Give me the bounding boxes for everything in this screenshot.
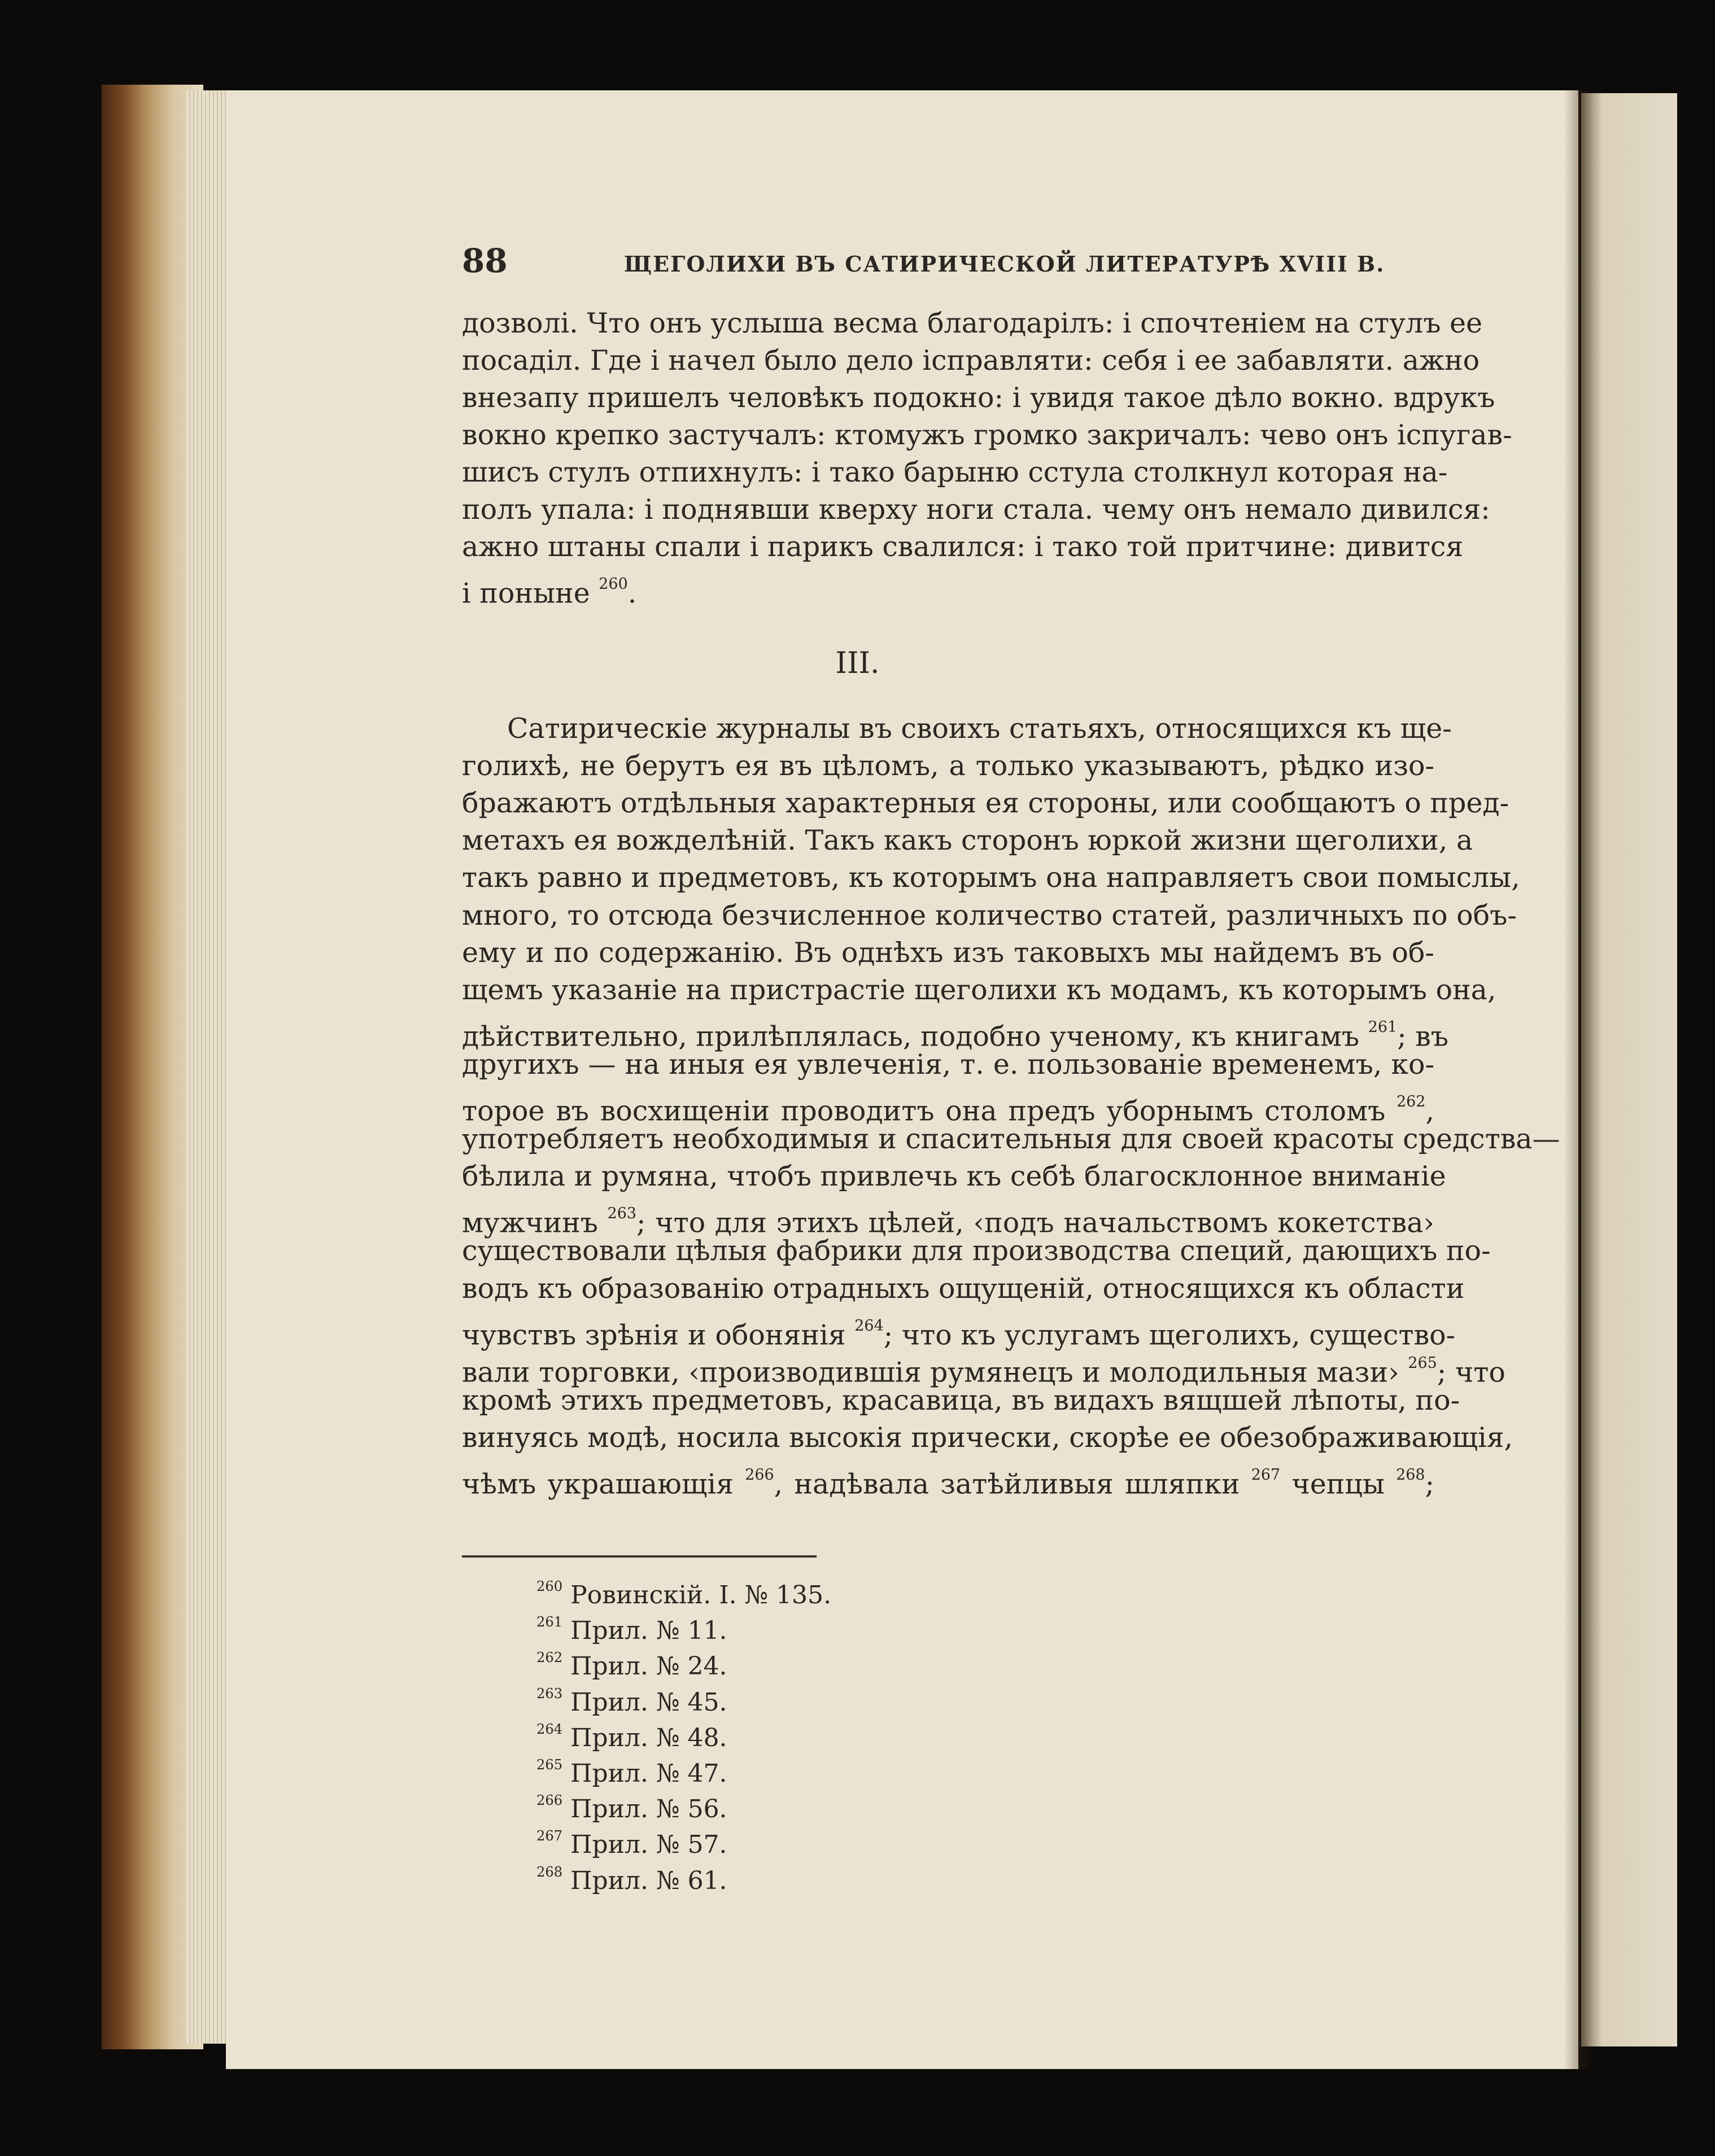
footnote-text: Прил. № 56. [562,1794,727,1823]
footnote-number: 260 [536,1578,563,1594]
text-line [462,973,1496,1007]
footnote-ref: 265 [1408,1354,1437,1372]
footnote-number: 265 [536,1757,563,1773]
footnote-number: 268 [536,1864,563,1880]
footnote-ref: 266 [745,1466,774,1484]
text-line: внезапу пришелъ человѣкъ подокно: і увидя такое дѣло вокно. вдрукъ [462,382,1495,414]
line-text: ; что къ услугамъ щеголихъ, существо- [883,1318,1456,1351]
line-text: ему и по содержанію. Въ однѣхъ изъ таковыхъ мы найдемъ въ об- [462,936,1434,969]
footnote-ref: 268 [1396,1466,1425,1484]
text-line: вокно крепко застучалъ: ктомужъ громко закричалъ: чево онъ іспугав- [462,419,1512,451]
line-text: винуясь модѣ, носила высокія прически, скорѣе ее обезображивающія, [462,1421,1513,1454]
line-text: і понынe [462,577,599,610]
book-gutter [1564,90,1592,2069]
line-text: мужчинъ [462,1206,608,1239]
footnote-number: 261 [536,1614,563,1630]
facing-page-edge [1581,93,1677,2046]
line-text: чувствъ зрѣнія и обонянія [462,1318,855,1351]
footnote-number: 267 [536,1828,563,1844]
line-text: чепцы [1280,1468,1397,1501]
footnote-text: Прил. № 11. [562,1616,727,1645]
text-line [462,1421,1513,1455]
text-line [462,1346,1505,1389]
text-line: полъ упала: і поднявши кверху ноги стала. чему онъ немало дивился: [462,493,1490,526]
line-text: , надѣвала затѣйливыя шляпки [774,1468,1251,1501]
footnote-text: Ровинскій. I. № 135. [562,1580,832,1610]
text-line [462,861,1520,895]
footnote-number: 266 [536,1792,563,1809]
text-line [462,1048,1434,1082]
footnote [536,1856,727,1897]
footnote-ref: 262 [1397,1093,1426,1110]
footnote-text: Прил. № 24. [562,1652,727,1681]
text-line: ажно штаны спали і парикъ свалился: і тако той притчине: дивится [462,531,1464,563]
line-text: торое въ восхищеніи проводитъ она предъ уборнымъ столомъ [462,1095,1397,1127]
text-line: дозволі. Что онъ услыша весма благодарілъ: і спочтеніем на стулъ ее [462,307,1482,339]
footnote [536,1820,727,1861]
page-stack-edge [186,90,232,2044]
text-line [462,749,1434,783]
footnote-ref: 263 [607,1205,637,1223]
footnote-number: 263 [536,1685,563,1702]
line-text: Сатирическіе журналы въ своихъ статьяхъ, относящихся къ ще- [507,712,1452,745]
text-line: посаділ. Где і начел было дело ісправляти: себя і ее забавляти. ажно [462,344,1480,377]
line-text: бѣлила и румяна, чтобъ привлечь къ себѣ благосклонное вниманіе [462,1160,1446,1193]
section-heading: III. [835,646,880,680]
text-line [462,1011,1448,1053]
running-header: ЩЕГОЛИХИ ВЪ САТИРИЧЕСКОЙ ЛИТЕРАТУРѢ XVIII В. [624,251,1385,277]
footnote-text: Прил. № 61. [562,1866,727,1895]
line-text: много, то отсюда безчисленное количество статей, различныхъ по объ- [462,899,1517,932]
text-line [462,1122,1560,1156]
footnote-text: Прил. № 48. [562,1723,727,1752]
text-line [462,899,1517,933]
text-line [462,824,1473,858]
footnote [536,1713,727,1754]
text-line [462,1384,1460,1418]
text-line [462,567,1434,610]
line-text: бражаютъ отдѣльныя характерныя ея стороны, или сообщаютъ о пред- [462,787,1509,820]
text-line [462,1272,1465,1306]
page-number: 88 [462,242,508,280]
text-line [462,1234,1491,1268]
footnote [536,1571,831,1611]
footnote-ref: 260 [599,575,628,593]
line-text: ; въ [1397,1020,1448,1053]
line-text: , [1425,1095,1434,1127]
footnote-ref: 261 [1368,1018,1398,1036]
footnote [536,1785,727,1825]
line-text: ; что [1437,1355,1505,1388]
text-line [462,786,1509,820]
text-line [462,1309,1456,1352]
line-text: употребляетъ необходимыя и спасительныя для своей красоты средства— [462,1123,1560,1156]
footnote-text: Прил. № 45. [562,1687,727,1717]
line-text: существовали цѣлыя фабрики для производства специй, дающихъ по- [462,1235,1491,1267]
text-line [462,1085,1434,1128]
line-text: голихѣ, не берутъ ея въ цѣломъ, а только указываютъ, рѣдко изо- [462,750,1434,782]
footnote-number: 262 [536,1650,563,1666]
text-line: шисъ стулъ отпихнулъ: і тако барыню сстула столкнул которая на- [462,456,1448,488]
line-text: водъ къ образованію отрадныхъ ощущеній, относящихся къ области [462,1272,1465,1305]
line-text: ; что для этихъ цѣлей, ‹подъ начальствомъ кокетства› [636,1206,1435,1239]
text-line [462,936,1434,970]
line-text: вали торговки, ‹производившія румянецъ и молодильныя мази› [462,1355,1408,1388]
text-line [462,1160,1446,1193]
footnote-ref: 267 [1251,1466,1281,1484]
footnote [536,1642,727,1682]
footnote [536,1678,727,1718]
footnote-ref: 264 [854,1317,884,1335]
footnote-text: Прил. № 57. [562,1830,727,1860]
text-line [507,712,1452,746]
line-text: дѣйствительно, прилѣплялась, подобно ученому, къ книгамъ [462,1020,1368,1053]
line-text: кромѣ этихъ предметовъ, красавица, въ видахъ вящшей лѣпоты, по- [462,1384,1460,1416]
footnote-text: Прил. № 47. [562,1759,727,1788]
line-text: такъ равно и предметовъ, къ которымъ она направляетъ свои помыслы, [462,861,1520,894]
line-text: чѣмъ украшающія [462,1468,745,1501]
footnote [536,1749,727,1790]
footnote [536,1606,727,1647]
line-text: . [627,577,637,610]
footnote-rule [462,1555,817,1558]
footnote-number: 264 [536,1721,563,1737]
line-text: ; [1425,1468,1434,1501]
text-line [462,1197,1434,1240]
line-text: щемъ указаніе на пристрастіе щеголихи къ модамъ, къ которымъ она, [462,973,1496,1006]
line-text: другихъ — на иныя ея увлеченія, т. е. пользованіе временемъ, ко- [462,1048,1434,1081]
text-line [462,1458,1434,1501]
line-text: метахъ ея вожделѣній. Такъ какъ сторонъ юркой жизни щеголихи, а [462,824,1473,857]
